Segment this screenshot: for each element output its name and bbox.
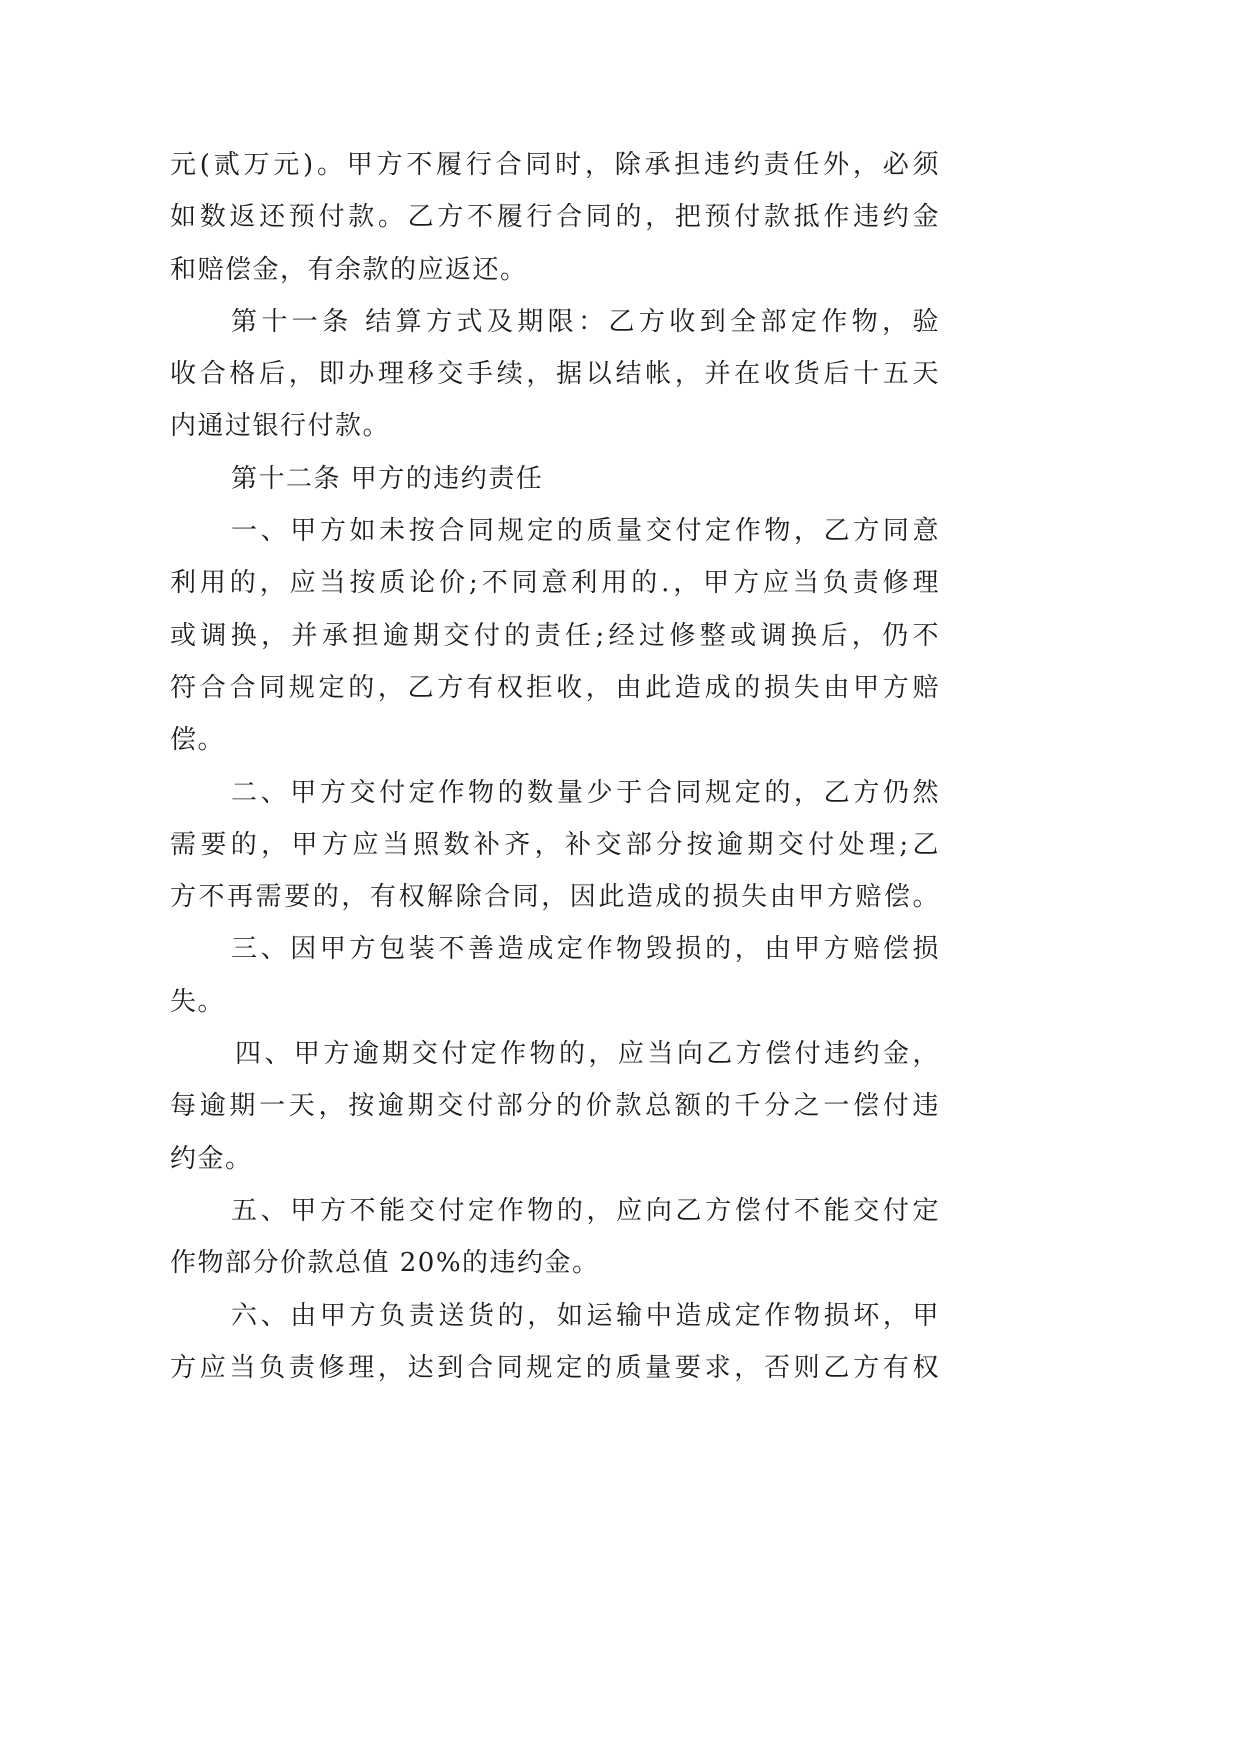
document-body [170,139,940,1394]
article-12-heading [170,453,940,505]
text-line: 第十一条 结算方式及期限：乙方收到全部定作物，验 [231,306,940,337]
text-line: 作物部分价款总值 20%的违约金。 [170,1248,600,1279]
text-line: 如数返还预付款。乙方不履行合同的，把预付款抵作违约金 [170,202,940,233]
text-line: 偿。 [170,725,226,756]
text-line: 元(贰万元)。甲方不履行合同时，除承担违约责任外，必须 [170,150,940,180]
text-line: 三、因甲方包装不善造成定作物毁损的，由甲方赔偿损 [231,934,940,965]
clause-3-paragraph [170,923,940,1028]
clause-6-paragraph [170,1290,940,1395]
text-line: 符合合同规定的，乙方有权拒收，由此造成的损失由甲方赔 [170,672,940,703]
text-line: 利用的，应当按质论价;不同意利用的.，甲方应当负责修理 [170,568,940,599]
text-line: 收合格后，即办理移交手续，据以结帐，并在收货后十五天 [170,359,940,390]
text-line: 方不再需要的，有权解除合同，因此造成的损失由甲方赔偿。 [170,882,940,913]
article-11-paragraph [170,296,940,453]
text-line: 需要的，甲方应当照数补齐，补交部分按逾期交付处理;乙 [170,829,940,860]
paragraph-continuation [170,139,940,296]
clause-5-paragraph [170,1185,940,1290]
text-line: 每逾期一天，按逾期交付部分的价款总额的千分之一偿付违 [170,1091,940,1122]
text-line: 约金。 [170,1143,253,1174]
text-line: 和赔偿金，有余款的应返还。 [170,254,528,285]
text-line: 或调换，并承担逾期交付的责任;经过修整或调换后，仍不 [170,620,940,651]
text-line: 五、甲方不能交付定作物的，应向乙方偿付不能交付定 [231,1195,940,1226]
clause-4-paragraph [170,1028,940,1185]
text-line: 六、由甲方负责送货的，如运输中造成定作物损坏，甲 [231,1300,940,1331]
text-line: 内通过银行付款。 [170,411,391,442]
text-line: 第十二条 甲方的违约责任 [231,463,544,494]
clause-1-paragraph [170,505,940,766]
clause-2-paragraph [170,767,940,924]
text-line: 失。 [170,986,226,1017]
text-line: 方应当负责修理，达到合同规定的质量要求，否则乙方有权 [170,1352,940,1383]
text-line: 四、甲方逾期交付定作物的，应当向乙方偿付违约金， [235,1039,940,1070]
text-line: 一、甲方如未按合同规定的质量交付定作物，乙方同意 [231,516,940,547]
text-line: 二、甲方交付定作物的数量少于合同规定的，乙方仍然 [231,777,940,808]
